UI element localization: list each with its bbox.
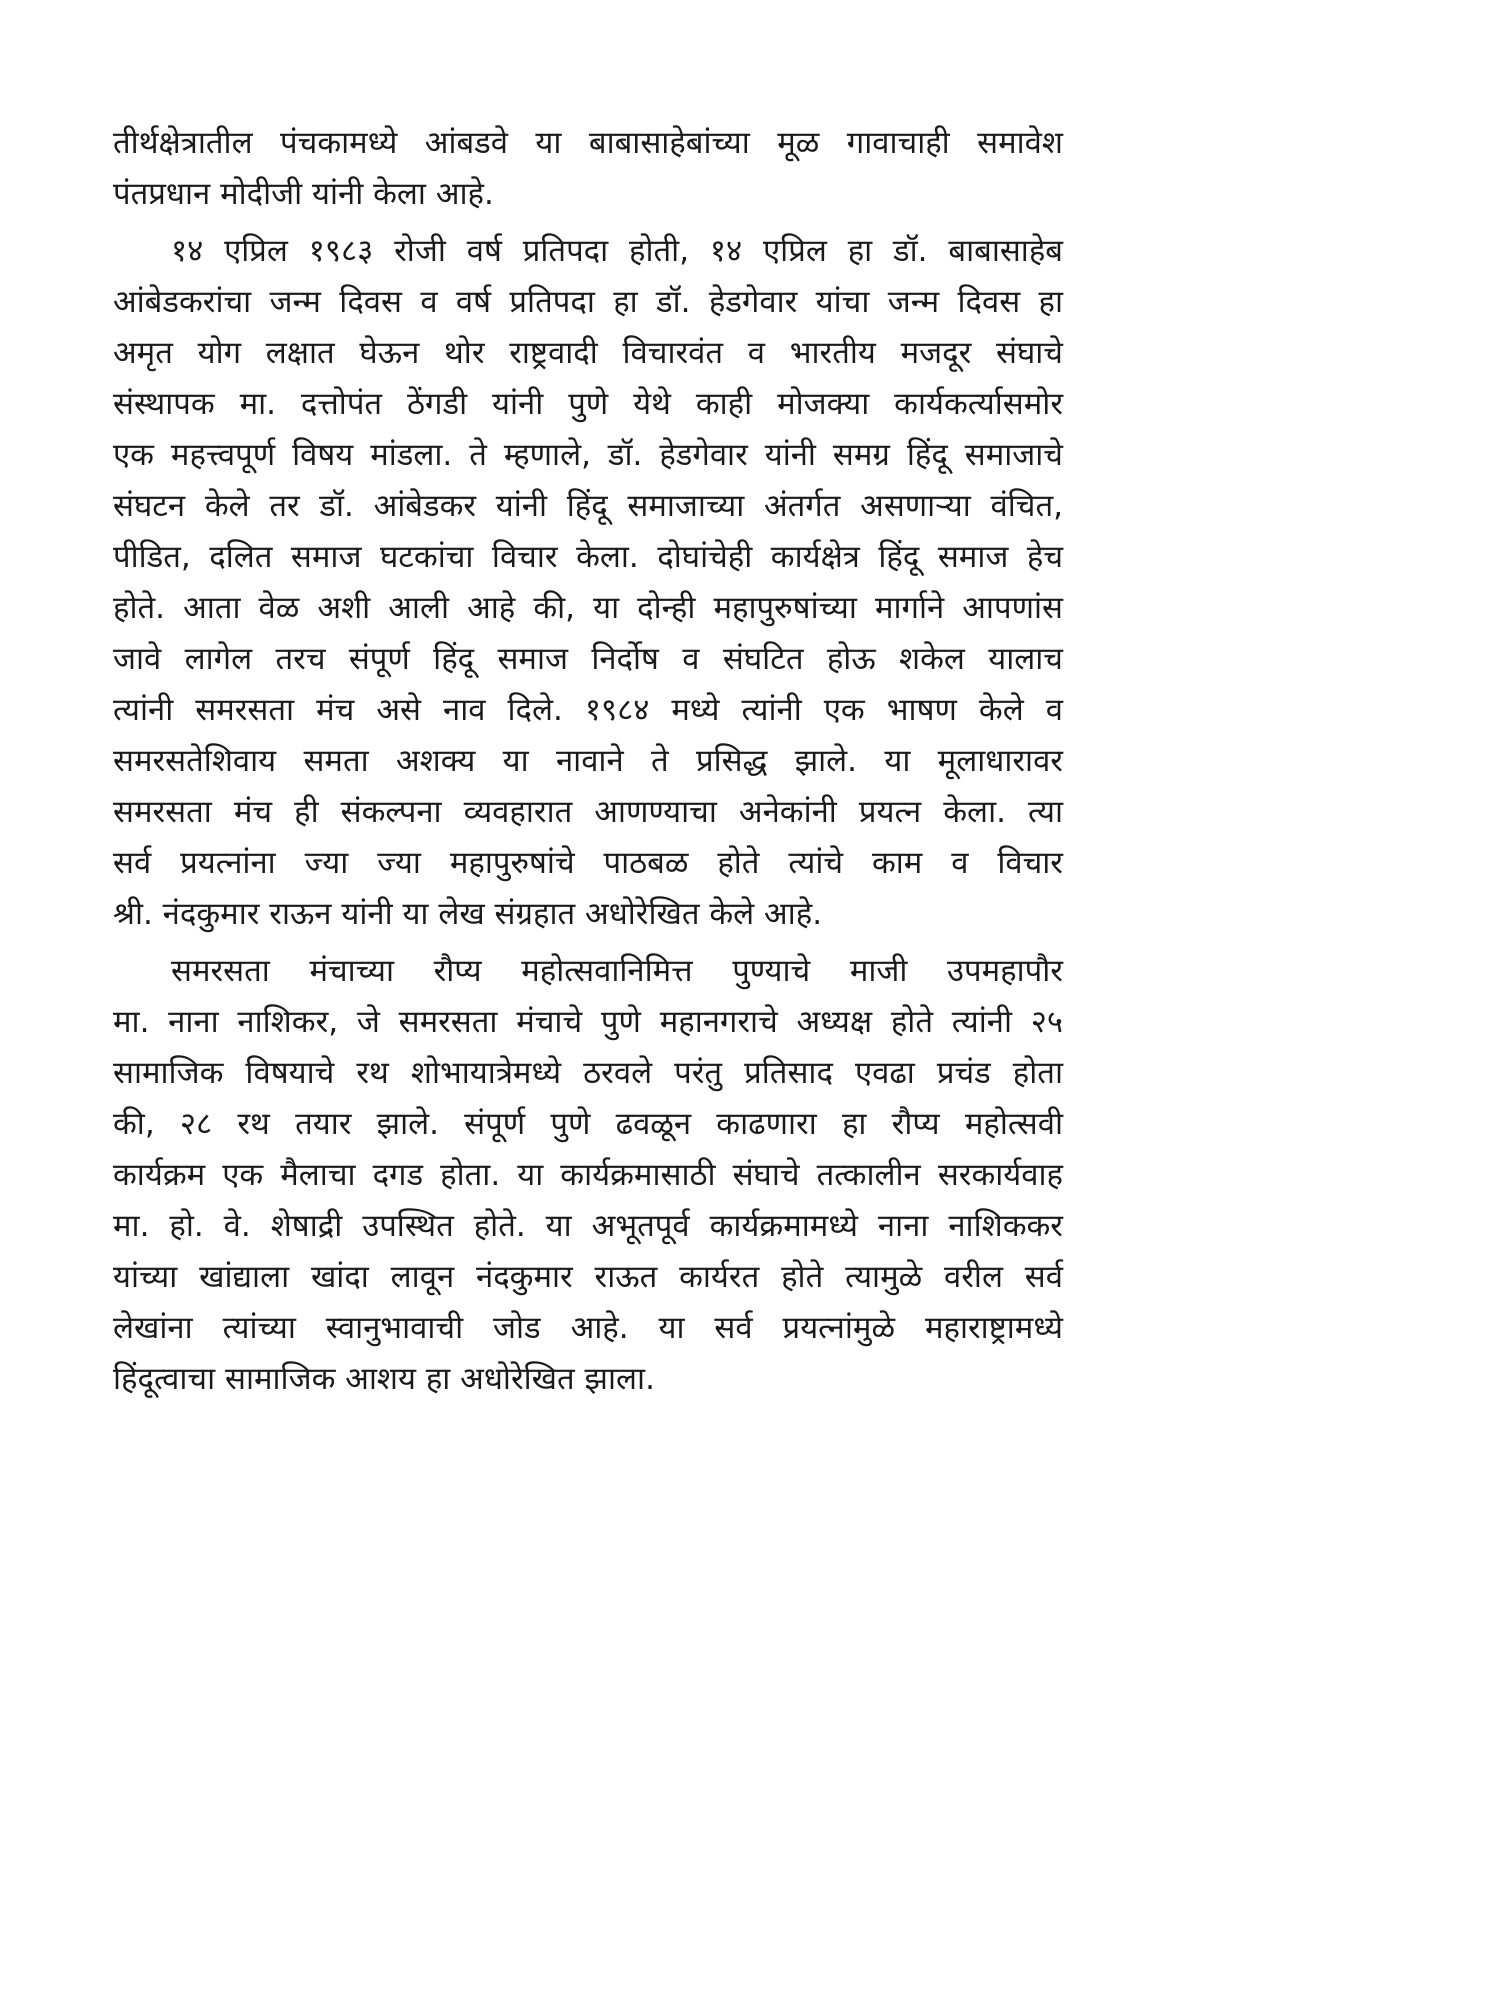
text-line: हिंदूत्वाचा सामाजिक आशय हा अधोरेखित झाला. xyxy=(113,1361,655,1397)
body-text xyxy=(113,118,1063,1405)
text-line: समरसतेशिवाय समता अशक्य या नावाने ते प्रसिद्ध झाले. या मूलाधारावर xyxy=(113,743,1063,779)
text-line: १४ एप्रिल १९८३ रोजी वर्ष प्रतिपदा होती, १४ एप्रिल हा डॉ. बाबासाहेब xyxy=(171,233,1063,269)
text-line: पंतप्रधान मोदीजी यांनी केला आहे. xyxy=(113,176,494,212)
paragraph xyxy=(113,118,1063,220)
text-line: कार्यक्रम एक मैलाचा दगड होता. या कार्यक्रमासाठी संघाचे तत्कालीन सरकार्यवाह xyxy=(113,1157,1063,1193)
text-line: यांच्या खांद्याला खांदा लावून नंदकुमार राऊत कार्यरत होते त्यामुळे वरील सर्व xyxy=(113,1259,1063,1295)
text-line: मा. नाना नाशिकर, जे समरसता मंचाचे पुणे महानगराचे अध्यक्ष होते त्यांनी २५ xyxy=(113,1004,1063,1040)
text-line: त्यांनी समरसता मंच असे नाव दिले. १९८४ मध्ये त्यांनी एक भाषण केले व xyxy=(113,692,1063,728)
text-line: श्री. नंदकुमार राऊन यांनी या लेख संग्रहात अधोरेखित केले आहे. xyxy=(113,896,823,932)
text-line: जावे लागेल तरच संपूर्ण हिंदू समाज निर्दोष व संघटित होऊ शकेल यालाच xyxy=(113,641,1063,677)
text-line: सर्व प्रयत्नांना ज्या ज्या महापुरुषांचे पाठबळ होते त्यांचे काम व विचार xyxy=(113,845,1063,881)
text-line: एक महत्त्वपूर्ण विषय मांडला. ते म्हणाले, डॉ. हेडगेवार यांनी समग्र हिंदू समाजाचे xyxy=(113,437,1063,473)
text-line: सामाजिक विषयाचे रथ शोभायात्रेमध्ये ठरवले परंतु प्रतिसाद एवढा प्रचंड होता xyxy=(113,1055,1063,1091)
text-line: लेखांना त्यांच्या स्वानुभावाची जोड आहे. या सर्व प्रयत्नांमुळे महाराष्ट्रामध्ये xyxy=(113,1310,1063,1346)
text-line: अमृत योग लक्षात घेऊन थोर राष्ट्रवादी विचारवंत व भारतीय मजदूर संघाचे xyxy=(113,335,1063,371)
text-line: समरसता मंचाच्या रौप्य महोत्सवानिमित्त पुण्याचे माजी उपमहापौर xyxy=(171,953,1063,989)
paragraph xyxy=(113,946,1063,1405)
text-line: आंबेडकरांचा जन्म दिवस व वर्ष प्रतिपदा हा डॉ. हेडगेवार यांचा जन्म दिवस हा xyxy=(113,284,1063,320)
text-line: संघटन केले तर डॉ. आंबेडकर यांनी हिंदू समाजाच्या अंतर्गत असणाऱ्या वंचित, xyxy=(113,488,1063,524)
text-line: संस्थापक मा. दत्तोपंत ठेंगडी यांनी पुणे येथे काही मोजक्या कार्यकर्त्यासमोर xyxy=(113,386,1063,422)
text-line: पीडित, दलित समाज घटकांचा विचार केला. दोघांचेही कार्यक्षेत्र हिंदू समाज हेच xyxy=(113,539,1063,575)
text-line: की, २८ रथ तयार झाले. संपूर्ण पुणे ढवळून काढणारा हा रौप्य महोत्सवी xyxy=(113,1106,1063,1142)
text-line: होते. आता वेळ अशी आली आहे की, या दोन्ही महापुरुषांच्या मार्गाने आपणांस xyxy=(113,590,1063,626)
text-line: समरसता मंच ही संकल्पना व्यवहारात आणण्याचा अनेकांनी प्रयत्न केला. त्या xyxy=(113,794,1063,830)
text-line: तीर्थक्षेत्रातील पंचकामध्ये आंबडवे या बाबासाहेबांच्या मूळ गावाचाही समावेश xyxy=(113,125,1063,161)
text-line: मा. हो. वे. शेषाद्री उपस्थित होते. या अभूतपूर्व कार्यक्रमामध्ये नाना नाशिककर xyxy=(113,1208,1063,1244)
paragraph xyxy=(113,226,1063,940)
